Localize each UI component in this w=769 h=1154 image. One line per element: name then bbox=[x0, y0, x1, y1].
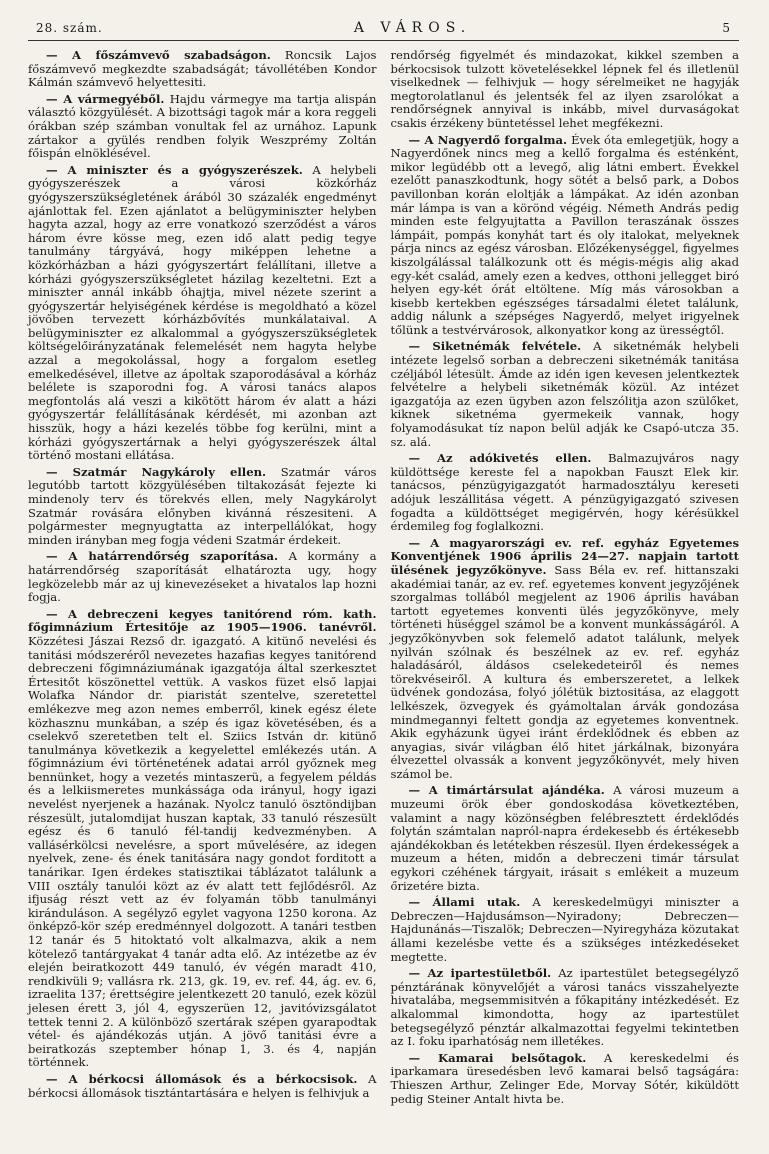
article-headline: — Az adókivetés ellen. bbox=[408, 451, 592, 466]
article bbox=[28, 164, 377, 463]
article-text: A kereskedelmügyi miniszter a Debreczen—Hajdusámson—Nyiradony; Debreczen—Hajdunánás—Tiszalök; Debreczen—Nyiregyháza közutakat állami kezelésbe vette és a szükséges intézkedéseket megtette. bbox=[390, 895, 739, 964]
article bbox=[28, 49, 377, 90]
article bbox=[391, 784, 740, 893]
article bbox=[28, 466, 377, 548]
article-text: Sass Béla ev. ref. hittanszaki akadémiai tanár, az ev. ref. egyetemes konvent jegyzőjének szorgalmas tollából megjelent az 1906 április havában tartott egyetemes konventi ülés jegyzőkönyve, mely történeti hüséggel számol be a konvent munkásságáról. A jegyzőkönyvben sok felemelő adatot találunk, melyek nyilván szólnak és beszélnek az ev. ref. egyház haladásáról, áldásos cselekedeteiről és nemes törekvéseiről. A kultura és emberszeretet, a lelkek üdvének gondozása, folyó jólétük biztositása, az elaggott lelkészek, özvegyek és gyámoltalan árvák gondozása mindmegannyi feltett gondja az egyetemes konventnek. Akik egyházunk ügyei iránt érdeklődnek és ebben az anyagias, sivár világban élő hitet járkálnak, bizonyára élvezettel olvassák a konvent jegyzőkönyvét, mely hiven számol be. bbox=[390, 562, 740, 781]
article-headline: — A debreczeni kegyes tanitórend róm. kath. főgimnázium Értesitője az 1905—1906. tanévről. bbox=[28, 606, 377, 635]
article bbox=[391, 49, 740, 131]
article-headline: — A magyarországi ev. ref. egyház Egyetemes Konventjének 1906 április 24—27. napjain tartott ülésének jegyzőkönyve. bbox=[390, 535, 739, 577]
article-text: A városi muzeum a muzeumi örök éber gondoskodása következtében, valamint a nagy közönségben felébresztett érdeklődés folytán számtalan napról-napra érdekesebb és értékesebb ajándékokban és letétekben részesül. Ilyen érdekességek a muzeum a héten, midőn a debreczeni timár társulat egykori czéhének tárgyait, irásait s emlékeit a muzeum őrizetére bizta. bbox=[390, 783, 740, 893]
page-header bbox=[28, 20, 739, 41]
article-text: Hajdu vármegye ma tartja alispán választó közgyülését. A bizottsági tagok már a kora reggeli órákban szép számban vonultak fel az urnához. Lapunk zártakor a gyülés rendben folyik Weszprémy Zoltán főispán elnöklésével. bbox=[28, 91, 377, 161]
article-text: rendőrség figyelmét és mindazokat, kikkel szemben a bérkocsisok tulzott követelésekkel lépnek fel és illetlenül viselkednek — felhivjuk — hogy sérelmeiket ne hagyják megtorolatlanul és jelentsék fel az ilyen zsarolókat a rendőrségnek annyival is inkább, mivel durvaságokat csakis érzékeny büntetéssel lehet megfékezni. bbox=[390, 48, 739, 130]
article-headline: — Kamarai belsőtagok. bbox=[408, 1050, 587, 1065]
article-text: A helybeli gyógyszerészek a városi közkórház gyógyszerszükségletének árából 30 százalék engedményt ajánlottak fel. Ezen ajánlatot a belügyminiszter helyben hagyta azzal, hogy az erre vonatkozó szerződést a város három évre kösse meg, ezen idő alatt pedig tegye tanulmány tárgyává, hogy miképpen lehetne a közkórházban a házi gyógyszertárt felállítani, illetve a kórházi gyógyszerszükségletet házilag kezeltetni. Ezt a miniszter annál inkább óhajtja, mivel nézete szerint a gyógyszertár helyiségének kérdése is megoldható a közel jövőben tervezett kórházbővítés munkálataival. A belügyminiszter ez alkalommal a gyógyszerszükségletek költségelőirányzatának felemelését nem hagyta helybe azzal a megokolással, hogy a forgalom esetleg emelkedésével, illetve az ápoltak szaporodásával a kórház belélete is szaporodni fog. A városi tanács alapos megfontolás alá veszi a kikötött három év alatt a házi gyógyszertár felállításának kérdését, mi azonban azt hisszük, hogy a házi kezelés többe fog kerülni, mint a kórházi gyógyszertárnak a helyi gyógyszerészek által történő mostani ellátása. bbox=[28, 162, 377, 463]
article-text: A siketnémák helybeli intézete legelső sorban a debreczeni siketnémák tanitása czéljából létesült. Ámde az idén igen kevesen jelentkeztek felvételre a helybeli siketnémák közül. Az intézet igazgatója az ezen ügyben azon felszólitja azon szülőket, kiknek siketnéma gyermekeik vannak, hogy folyamodásukat tíz napon belül adják ke Csapó-utcza 35. sz. alá. bbox=[390, 339, 740, 449]
article-headline: — A timártársulat ajándéka. bbox=[408, 783, 605, 798]
article-headline: — A főszámvevő szabadságon. bbox=[46, 48, 271, 62]
article-text: Az ipartestület betegsegélyző pénztárának könyvelőjét a városi tanács visszahelyezte hivatalába, megsemmisitvén a főkapitány intézkedését. Ez alkalommal kimondotta, hogy az ipartestület betegsegélyző pénztár alkalmazottai fegyelmi tekintetben az I. foku iparhatóság nem illetékes. bbox=[390, 966, 739, 1049]
article bbox=[391, 896, 740, 964]
article-headline: — A bérkocsi állomások és a bérkocsisok. bbox=[46, 1071, 358, 1086]
article bbox=[391, 967, 740, 1049]
issue-number: 28. szám. bbox=[36, 21, 103, 35]
article-headline: — A vármegyéből. bbox=[46, 91, 165, 106]
article-text: Évek óta emlegetjük, hogy a Nagyerdőnek nincs meg a kellő forgalma és esténként, mikor legüdébb ott a levegő, alig látni embert. Évekkel ezelőtt panaszkodtunk, hogy sötét a belső park, a Dobos pavillonban korán eloltják a lámpákat. Az idén azonban már lámpa is van a körönd végéig. Németh András pedig minden este felgyujtatta a Pavillon teraszának összes lámpáit, pompás konyhát tart és oly italokat, melyeknek párja nincs az egész városban. Előzékenységgel, figyelmes kiszolgálással találkozunk ott és mégis-mégis alig akad egy-két család, amely ezen a kedves, otthoni jellegget biró helyen egy-két órát eltöltene. Míg más városokban a kisebb kertekben egészséges társadalmi életet találunk, addig nálunk a szépséges Nagyerdő, melyet irigyelnek tőlünk a testvérvárosok, alkonyatkor kong az ürességtől. bbox=[390, 132, 739, 337]
article-text: Roncsik Lajos főszámvevő megkezdte szabadságát; távollétében Kondor Kálmán számvevő helyettesiti. bbox=[28, 48, 377, 90]
article-text: Balmazujváros nagy küldöttsége kereste fel a napokban Fauszt Elek kir. tanácsos, pénzügyigazgatót harmadosztályu kereseti adójuk leszállitása végett. A pénzügyigazgató szivesen fogadta a küldöttséget megigérvén, hogy kérésükkel érdemileg fog foglalkozni. bbox=[390, 451, 739, 534]
article-text: A bérkocsi állomások tisztántartására e helyen is felhivjuk a bbox=[28, 1071, 377, 1100]
article-headline: — Állami utak. bbox=[408, 895, 521, 910]
newspaper-title: A VÁROS. bbox=[353, 20, 472, 36]
article bbox=[28, 1073, 377, 1100]
article-headline: — Az ipartestületből. bbox=[408, 966, 552, 981]
article bbox=[391, 340, 740, 449]
article-text: Közzétesi Jászai Rezső dr. igazgató. A kitünő nevelési és tanitási módszeréről nevezetes hazafias kegyes tanitórend debreczeni főgimnáziumának igazgatója által szerkesztet Értesitőt köszönettel vettük. A vaskos füzet első lapjai Wolafka Nándor dr. piaristát szentelve, szeretettel emlékezve meg azon nemes emberről, kinek egész élete közhasznu munkában, a szép és igaz követésében, és a cselekvő szeretetben telt el. Sziics István dr. kitünő tanulmánya következik a kegyelettel emlékezés után. A főgimnázium évi történetének adatai arról győznek meg bennünket, hogy a vezetés mintaszerü, a fegyelem példás és a lelkiismeretes munkássága oda irányul, hogy igazi nevelést nyerjenek a hazának. Nyolcz tanuló ösztöndijban részesült, jutalomdijat huszan kaptak, 33 tanuló részesült egész és 6 tanuló fél-tandij kedvezményben. A vallásérkölcsi nevelésre, a sport művelésére, az idegen nyelvek, zene- és ének tanitására nagy gondot forditott a tanárikar. Igen érdekes statisztikai táblázatot találunk a VIII osztály tanulói közt az év alatt tett fejlődésről. Az ifjuság részt vett az év folyamán több tanulmányi kiránduláson. A segélyző egylet vagyona 1250 korona. Az önképző-kör szép eredménnyel dolgozott. A tanári testben 12 tanár és 5 hitoktató volt alkalmazva, akik a nem kötelező tantárgyakat 4 tanár adta elő. Az intézetbe az év elején beiratkozott 449 tanuló, év végén maradt 410, rendkivüli 9; vallásra rk. 213, gk. 19, ev. ref. 44, ág. ev. 6, izraelita 137; érettségire jelentkezett 20 tanuló, ezek közül jelesen érett 3, jól 4, egyszerüen 12, javitóvizsgálatot tettek tenni 2. A különböző szertárak szépen gyarapodtak vétel- és ajándékozás utján. A jövő tanitási évre a beiratkozás szeptember hónap 1, 3. és 4, napján történnek. bbox=[28, 633, 377, 1070]
article bbox=[28, 608, 377, 1070]
columns bbox=[28, 49, 739, 1109]
article bbox=[28, 93, 377, 161]
article-headline: — Szatmár Nagykároly ellen. bbox=[46, 464, 267, 479]
article-headline: — Siketnémák felvétele. bbox=[408, 339, 582, 354]
article-headline: — A miniszter és a gyógyszerészek. bbox=[46, 162, 303, 177]
left-column bbox=[28, 49, 377, 1109]
right-column bbox=[391, 49, 740, 1109]
article bbox=[391, 134, 740, 338]
article-text: Szatmár város legutóbb tartott közgyülésében tiltakozását fejezte ki mindenoly terv és törekvés ellen, mely Nagykárolyt Szatmár rovására előnyben kivánná részesiteni. A polgármester megnyugtatta az interpellálókat, hogy minden irányban meg fogja védeni Szatmár érdekeit. bbox=[28, 464, 377, 547]
article bbox=[391, 537, 740, 782]
article-text: A kereskedelmi és iparkamara üresedésben levő kamarai belső tagságára: Thieszen Arthur, Zelinger Ede, Morvay Sótér, kiküldött pedig Steiner Antalt hivta be. bbox=[390, 1050, 739, 1106]
article-headline: — A Nagyerdő forgalma. bbox=[408, 132, 568, 147]
article-headline: — A határrendőrség szaporítása. bbox=[46, 549, 279, 564]
page-number: 5 bbox=[722, 21, 731, 35]
article bbox=[391, 452, 740, 534]
article bbox=[391, 1052, 740, 1106]
article-text: A kormány a határrendőrség szaporítását elhatározta ugy, hogy legközelebb már az uj kinevezéseket a hivatalos lap hozni fogja. bbox=[28, 549, 377, 605]
article bbox=[28, 550, 377, 604]
